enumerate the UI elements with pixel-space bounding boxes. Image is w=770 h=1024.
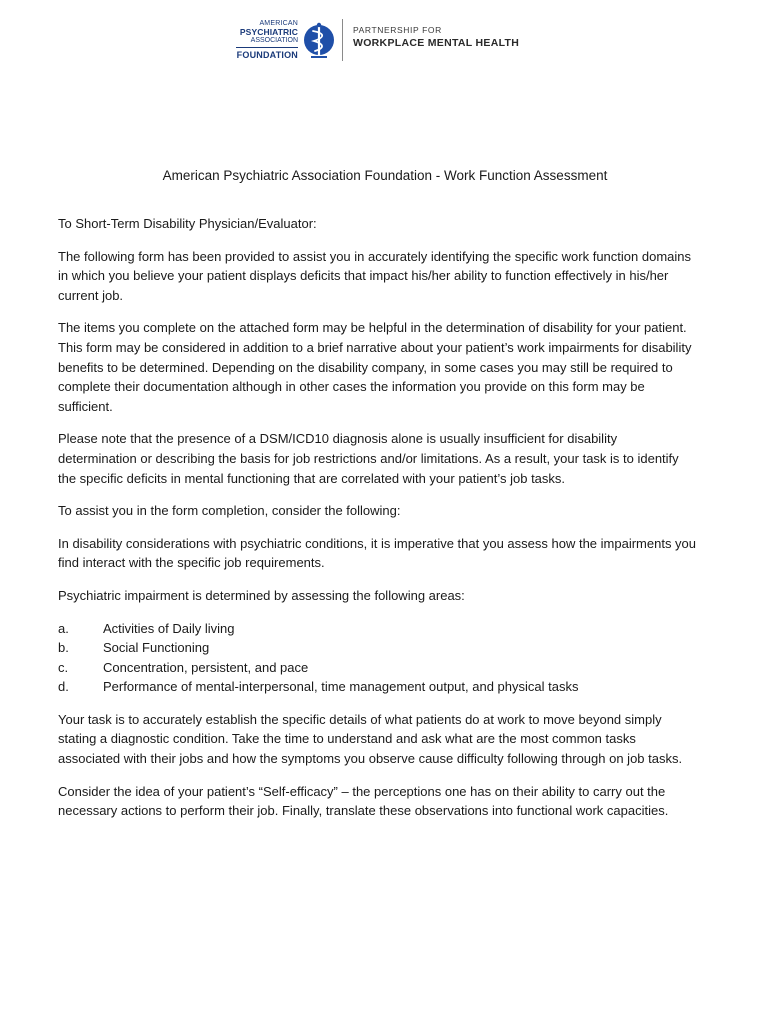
list-marker: a. (58, 620, 69, 636)
apa-logo-line2: PSYCHIATRIC (239, 26, 298, 37)
paragraph-assist: To assist you in the form completion, consider the following: (58, 503, 401, 519)
list-item-text: Concentration, persistent, and pace (103, 659, 309, 675)
list-marker: b. (58, 640, 69, 656)
list-item (58, 658, 698, 678)
apa-emblem-icon (302, 17, 336, 63)
logo-divider (342, 19, 343, 61)
apa-logo-line4: FOUNDATION (236, 50, 298, 61)
apa-logo-line3: ASSOCIATION (250, 37, 298, 45)
list-item (58, 619, 698, 639)
paragraph-intro: The following form has been provided to assist you in accurately identifying the specific work function domains in which you believe your patient displays deficits that impact his/her ability to function effectively in his/her current job. (58, 248, 691, 303)
paragraph-areas-intro: Psychiatric impairment is determined by assessing the following areas: (58, 587, 465, 603)
list-item-text: Social Functioning (103, 640, 210, 656)
list-marker: c. (58, 659, 69, 675)
apa-logo-line1: AMERICAN (259, 19, 298, 27)
document-title: American Psychiatric Association Foundation - Work Function Assessment (162, 168, 608, 183)
paragraph-task: Your task is to accurately establish the specific details of what patients do at work to move beyond simply stating a diagnostic condition. Take the time to understand and ask what are the most common tasks associated with their jobs and how the symptoms you observe cause difficulty following through on job tasks. (58, 711, 683, 767)
list-item (58, 677, 698, 697)
paragraph-diagnosis-note: Please note that the presence of a DSM/ICD10 diagnosis alone is usually insufficient for disability determination or describing the basis for job restrictions and/or limitations. As a result, your task is to identify the specific deficits in mental functioning that are correlated with your patient’s job tasks. (58, 431, 679, 486)
paragraph-form-use: The items you complete on the attached form may be helpful in the determination of disability for your patient. This form may be considered in addition to a brief narrative about your patient’s work impairments for disability benefits to be determined. Depending on the disability company, in some cases you may still be required to complete their documentation although in other cases the information you provide on this form may be sufficient. (58, 320, 692, 414)
partnership-logo-line1: PARTNERSHIP FOR (353, 25, 442, 35)
document-body (58, 214, 698, 834)
salutation: To Short-Term Disability Physician/Evaluator: (58, 216, 317, 231)
apa-logo-rule (236, 47, 298, 48)
header-logos (236, 16, 519, 64)
partnership-wordmark (353, 26, 519, 48)
list-marker: d. (58, 679, 69, 695)
paragraph-self-efficacy: Consider the idea of your patient’s “Self-efficacy” – the perceptions one has on their ability to carry out the necessary actions to perform their job. Finally, translate these observations into functional work capacities. (58, 783, 669, 819)
list-item-text: Activities of Daily living (103, 620, 235, 636)
partnership-logo-line2: WORKPLACE MENTAL HEALTH (353, 36, 520, 49)
apa-foundation-wordmark (236, 20, 298, 61)
list-item-text: Performance of mental-interpersonal, time management output, and physical tasks (103, 679, 579, 695)
paragraph-considerations: In disability considerations with psychiatric conditions, it is imperative that you assess how the impairments you find interact with the specific job requirements. (58, 535, 697, 571)
list-item (58, 638, 698, 658)
impairment-areas-list (58, 619, 698, 697)
